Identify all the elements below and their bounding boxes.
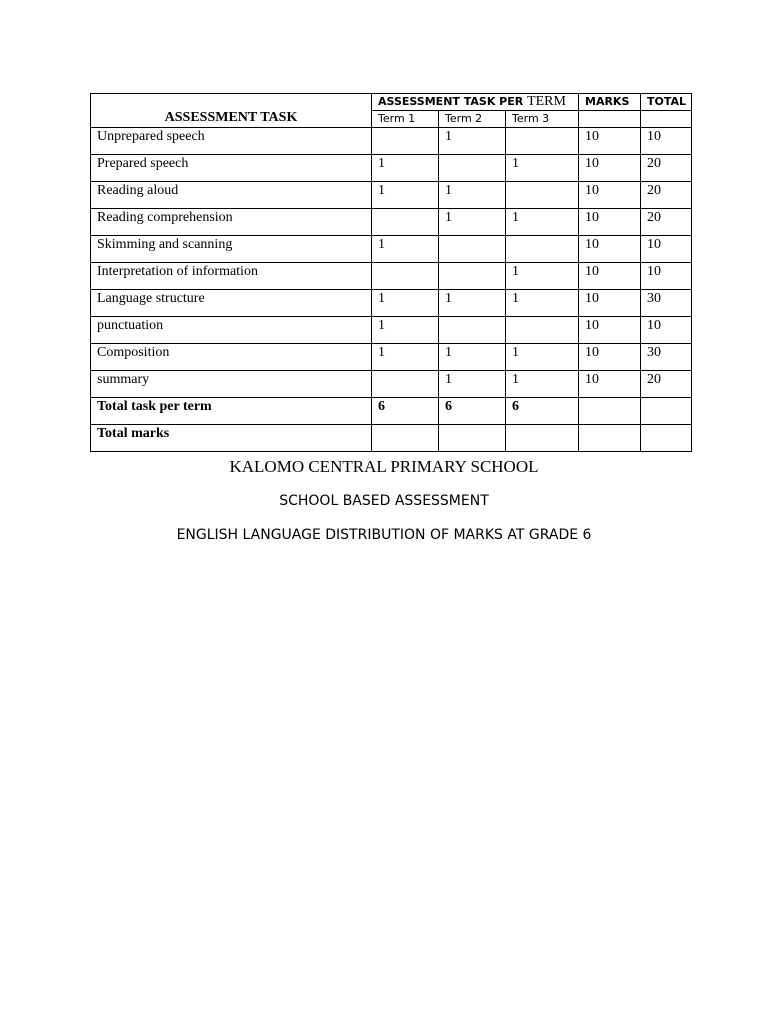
task-cell: Unprepared speech <box>91 128 372 155</box>
term-1-cell <box>372 128 439 155</box>
per-term-prefix: ASSESSMENT TASK PER <box>378 95 524 108</box>
term-3-cell: 1 <box>506 290 579 317</box>
term-3-cell <box>506 128 579 155</box>
term-2-cell: 1 <box>439 209 506 236</box>
task-cell: Interpretation of information <box>91 263 372 290</box>
distribution-title: ENGLISH LANGUAGE DISTRIBUTION OF MARKS AT GRADE 6 <box>176 527 592 543</box>
school-name: KALOMO CENTRAL PRIMARY SCHOOL <box>229 457 539 476</box>
total-cell: 30 <box>641 344 692 371</box>
term-1-cell: 1 <box>372 236 439 263</box>
term-2-cell: 1 <box>439 290 506 317</box>
total-cell: 10 <box>641 236 692 263</box>
task-cell: punctuation <box>91 317 372 344</box>
task-cell: Reading aloud <box>91 182 372 209</box>
term-1-cell <box>372 209 439 236</box>
term-3-cell <box>506 182 579 209</box>
term-1-cell <box>372 371 439 398</box>
term-1-cell: 1 <box>372 344 439 371</box>
total-cell: 20 <box>641 371 692 398</box>
marks-header: MARKS <box>579 94 641 111</box>
assessment-task-header: ASSESSMENT TASK <box>91 94 372 128</box>
per-term-header <box>372 94 579 111</box>
term-3-cell: 1 <box>506 344 579 371</box>
marks-cell: 10 <box>579 182 641 209</box>
term-1-cell: 1 <box>372 182 439 209</box>
total-cell: 30 <box>641 290 692 317</box>
term-1-cell <box>372 263 439 290</box>
term-2-cell <box>439 317 506 344</box>
task-cell: Composition <box>91 344 372 371</box>
marks-cell: 10 <box>579 371 641 398</box>
term-3-cell: 1 <box>506 263 579 290</box>
marks-cell: 10 <box>579 263 641 290</box>
term-2-cell <box>439 155 506 182</box>
table-row <box>91 182 692 209</box>
term-3-cell: 6 <box>506 398 579 425</box>
term-1-cell: 1 <box>372 317 439 344</box>
total-cell: 20 <box>641 209 692 236</box>
per-term-word: TERM <box>527 94 566 109</box>
table-row <box>91 317 692 344</box>
term-3-cell <box>506 317 579 344</box>
term-3-cell <box>506 236 579 263</box>
task-cell: Reading comprehension <box>91 209 372 236</box>
marks-cell: 10 <box>579 155 641 182</box>
task-cell: Language structure <box>91 290 372 317</box>
total-marks-row <box>91 425 692 452</box>
marks-cell: 10 <box>579 209 641 236</box>
marks-header-blank <box>579 111 641 128</box>
table-row <box>91 128 692 155</box>
total-cell: 10 <box>641 263 692 290</box>
term-2-cell: 1 <box>439 371 506 398</box>
term-3-cell <box>506 425 579 452</box>
task-cell: Prepared speech <box>91 155 372 182</box>
term-2-cell <box>439 236 506 263</box>
table-row <box>91 155 692 182</box>
term-3-cell: 1 <box>506 371 579 398</box>
task-cell: Total marks <box>91 425 372 452</box>
task-cell: summary <box>91 371 372 398</box>
term-2-cell <box>439 263 506 290</box>
term-1-cell: 6 <box>372 398 439 425</box>
total-cell: 10 <box>641 128 692 155</box>
marks-cell <box>579 398 641 425</box>
term-1-cell: 1 <box>372 155 439 182</box>
term-1-cell: 1 <box>372 290 439 317</box>
term-2-cell: 1 <box>439 128 506 155</box>
marks-cell: 10 <box>579 344 641 371</box>
total-header-blank <box>641 111 692 128</box>
marks-cell: 10 <box>579 128 641 155</box>
term-2-cell: 1 <box>439 344 506 371</box>
term-2-header: Term 2 <box>439 111 506 128</box>
table-row <box>91 371 692 398</box>
assessment-title: SCHOOL BASED ASSESSMENT <box>279 493 489 509</box>
total-cell: 20 <box>641 182 692 209</box>
table-row <box>91 344 692 371</box>
term-1-header: Term 1 <box>372 111 439 128</box>
total-task-per-term-row <box>91 398 692 425</box>
marks-cell <box>579 425 641 452</box>
term-2-cell: 1 <box>439 182 506 209</box>
term-3-cell: 1 <box>506 155 579 182</box>
marks-cell: 10 <box>579 236 641 263</box>
task-cell: Skimming and scanning <box>91 236 372 263</box>
marks-cell: 10 <box>579 317 641 344</box>
marks-cell: 10 <box>579 290 641 317</box>
term-3-cell: 1 <box>506 209 579 236</box>
total-header: TOTAL <box>641 94 692 111</box>
total-cell: 10 <box>641 317 692 344</box>
marks-distribution-table <box>90 93 692 452</box>
table-row <box>91 236 692 263</box>
term-2-cell: 6 <box>439 398 506 425</box>
header-row-1 <box>91 94 692 111</box>
term-3-header: Term 3 <box>506 111 579 128</box>
table-row <box>91 290 692 317</box>
table-row <box>91 263 692 290</box>
table-row <box>91 209 692 236</box>
term-1-cell <box>372 425 439 452</box>
total-cell <box>641 425 692 452</box>
total-cell <box>641 398 692 425</box>
task-cell: Total task per term <box>91 398 372 425</box>
term-2-cell <box>439 425 506 452</box>
total-cell: 20 <box>641 155 692 182</box>
